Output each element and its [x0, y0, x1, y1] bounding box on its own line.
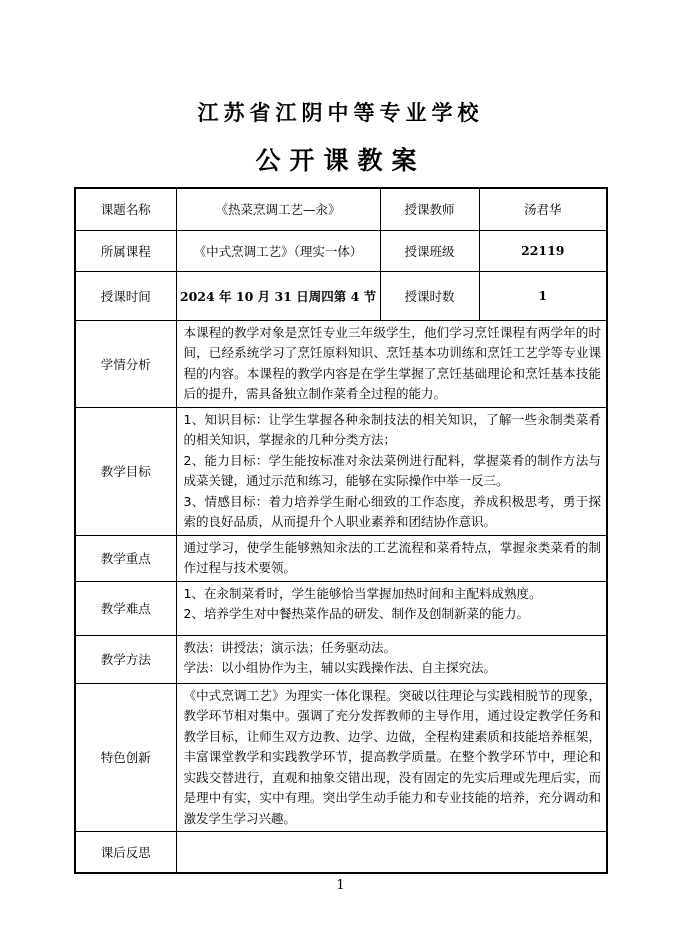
method-teaching: 教法：讲授法；演示法；任务驱动法。: [183, 639, 397, 655]
topic-value: 《热菜烹调工艺—汆》: [176, 188, 380, 230]
row-goals: [75, 407, 607, 535]
row-difficulty: [75, 581, 607, 635]
row-feature: [75, 683, 607, 832]
reflection-text[interactable]: [176, 832, 607, 873]
key-label: 教学重点: [75, 535, 176, 581]
school-name: 江苏省江阴中等专业学校: [197, 101, 484, 125]
page-number: 1: [336, 878, 345, 893]
analysis-label: 学情分析: [75, 320, 176, 407]
time-value: 2024 年 10 月 31 日周四第 4 节: [176, 271, 380, 320]
method-text: [176, 635, 607, 683]
analysis-text: 本课程的教学对象是烹饪专业三年级学生，他们学习烹饪课程有两学年的时间，已经系统学习了烹饪原料知识、烹饪基本功训练和烹饪工艺学等专业课程的内容。本课程的教学内容是在学生掌握了烹饪基础理论和烹饪基本技能后的提升，需具备独立制作菜肴全过程的能力。: [176, 320, 607, 407]
teacher-value: 汤君华: [479, 188, 607, 230]
row-course: [75, 230, 607, 271]
course-value: 《中式烹调工艺》（理实一体）: [176, 230, 380, 271]
lesson-plan-table: [74, 187, 608, 874]
method-learning: 学法：以小组协作为主，辅以实践操作法、自主探究法。: [183, 660, 497, 675]
difficulty-label: 教学难点: [75, 581, 176, 635]
goals-label: 教学目标: [75, 407, 176, 535]
row-time: [75, 271, 607, 320]
time-label: 授课时间: [75, 271, 176, 320]
teacher-label: 授课教师: [380, 188, 479, 230]
goal-knowledge: 1、知识目标：让学生掌握各种汆制技法的相关知识，了解一些汆制类菜肴的相关知识，掌握汆的几种分类方法；: [183, 411, 601, 447]
class-label: 授课班级: [380, 230, 479, 271]
document-title: 公开课教案: [255, 146, 426, 175]
feature-text: 《中式烹调工艺》为理实一体化课程。突破以往理论与实践相脱节的现象，教学环节相对集中。强调了充分发挥教师的主导作用，通过设定教学任务和教学目标，让师生双方边教、边学、边做，全程构建素质和技能培养框架，丰富课堂教学和实践教学环节，提高教学质量。在整个教学环节中，理论和实践交替进行，直观和抽象交错出现，没有固定的先实后理或先理后实，而是理中有实，实中有理。突出学生动手能力和专业技能的培养，充分调动和激发学生学习兴趣。: [176, 683, 607, 832]
topic-label: 课题名称: [75, 188, 176, 230]
row-reflection: [75, 832, 607, 873]
difficulty-text: [176, 581, 607, 635]
goal-ability: 2、能力目标：学生能按标准对汆法菜例进行配料，掌握菜肴的制作方法与成菜关键，通过示范和练习，能够在实际操作中举一反三。: [183, 452, 601, 488]
course-label: 所属课程: [75, 230, 176, 271]
hours-value: 1: [479, 271, 607, 320]
class-value: 22119: [479, 230, 607, 271]
reflection-label: 课后反思: [75, 832, 176, 873]
row-topic: [75, 188, 607, 230]
method-label: 教学方法: [75, 635, 176, 683]
goal-emotion: 3、情感目标：着力培养学生耐心细致的工作态度，养成积极思考，勇于探索的良好品质，从而提升个人职业素养和团结协作意识。: [183, 493, 601, 529]
row-key: [75, 535, 607, 581]
row-analysis: [75, 320, 607, 407]
goals-text: [176, 407, 607, 535]
difficulty-item: 2、培养学生对中餐热菜作品的研发、制作及创制新菜的能力。: [183, 606, 529, 621]
hours-label: 授课时数: [380, 271, 479, 320]
feature-label: 特色创新: [75, 683, 176, 832]
row-method: [75, 635, 607, 683]
difficulty-item: 1、在汆制菜肴时，学生能够恰当掌握加热时间和主配料成熟度。: [183, 585, 542, 601]
key-text: 通过学习，使学生能够熟知汆法的工艺流程和菜肴特点，掌握汆类菜肴的制作过程与技术要领。: [176, 535, 607, 581]
